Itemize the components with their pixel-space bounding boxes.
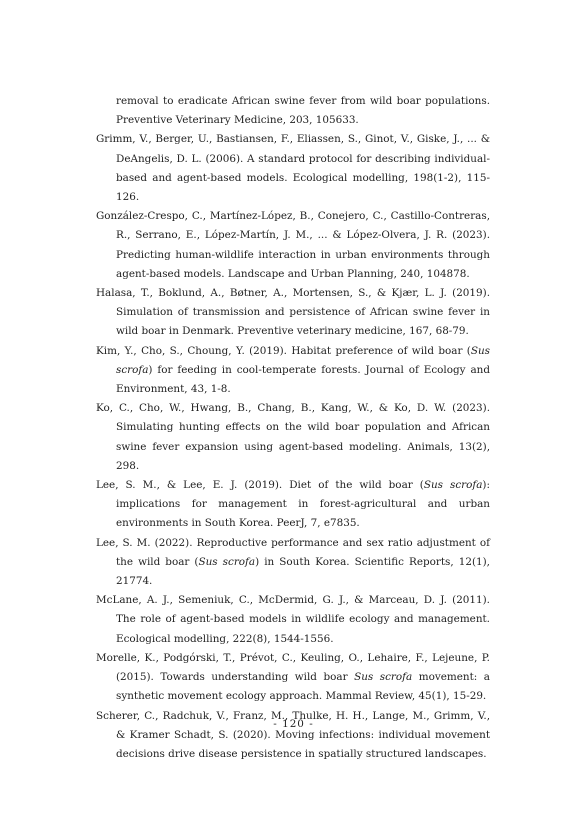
- reference-text: Scherer, C., Radchuk, V., Franz, M., Thulke, H. H., Lange, M., Grimm, V., & Kramer Schadt, S. (2020). Moving infections: individual movement decisions drive disease persistence in spatially structured landscapes.: [96, 709, 490, 760]
- reference-text: ) in South Korea. Scientific Reports, 12(1), 21774.: [116, 555, 490, 588]
- reference-entry-lee-2022: [96, 534, 490, 592]
- reference-text: removal to eradicate African swine fever from wild boar populations. Preventive Veterinary Medicine, 203, 105633.: [116, 95, 490, 127]
- reference-text: González-Crespo, C., Martínez-López, B., Conejero, C., Castillo-Contreras, R., Serrano, E., López-Martín, J. M., ... & López-Olvera, J. R. (2023). Predicting human-wildlife interaction in urban environments through agent-based models. Landscape and Urban Planning, 240, 104878.: [96, 210, 490, 280]
- reference-text: Lee, S. M., & Lee, E. J. (2019). Diet of the wild boar (: [96, 479, 424, 492]
- reference-list: [96, 92, 490, 764]
- species-name: Sus scrofa: [116, 344, 490, 376]
- reference-entry-halasa: [96, 284, 490, 342]
- reference-text: Grimm, V., Berger, U., Bastiansen, F., Eliassen, S., Ginot, V., Giske, J., ... & DeAngelis, D. L. (2006). A standard protocol for describing individual-based and agent-based models. Ecological modelling, 198(1-2), 115-126.: [96, 133, 490, 204]
- reference-text: Morelle, K., Podgórski, T., Prévot, C., Keuling, O., Lehaire, F., Lejeune, P. (2015). Towards understanding wild boar: [96, 651, 490, 684]
- page-number: - 120 -: [273, 718, 314, 730]
- reference-entry-continued: [96, 92, 490, 130]
- reference-text: McLane, A. J., Semeniuk, C., McDermid, G. J., & Marceau, D. J. (2011). The role of agent-based models in wildlife ecology and management. Ecological modelling, 222(8), 1544-1556.: [96, 594, 490, 645]
- reference-entry-mclane: [96, 591, 490, 649]
- reference-text: ): implications for management in forest-agricultural and urban environments in South Korea. PeerJ, 7, e7835.: [116, 479, 490, 530]
- reference-text: Kim, Y., Cho, S., Choung, Y. (2019). Habitat preference of wild boar (: [96, 344, 471, 357]
- reference-text: Ko, C., Cho, W., Hwang, B., Chang, B., Kang, W., & Ko, D. W. (2023). Simulating hunting effects on the wild boar population and African swine fever expansion using agent-based modeling. Animals, 13(2), 298.: [96, 402, 490, 472]
- species-name: Sus scrofa: [198, 555, 256, 568]
- reference-entry-gonzalez-crespo: [96, 207, 490, 284]
- reference-text: Halasa, T., Boklund, A., Bøtner, A., Mortensen, S., & Kjær, L. J. (2019). Simulation of transmission and persistence of African swine fever in wild boar in Denmark. Preventive veterinary medicine, 167, 68-79.: [96, 287, 490, 338]
- reference-entry-morelle: [96, 649, 490, 707]
- reference-entry-grimm: [96, 130, 490, 207]
- reference-text: Lee, S. M. (2022). Reproductive performance and sex ratio adjustment of the wild boar (: [96, 536, 490, 568]
- reference-text: ) for feeding in cool-temperate forests. Journal of Ecology and Environment, 43, 1-8.: [116, 363, 490, 396]
- reference-entry-ko: [96, 399, 490, 476]
- reference-entry-scherer: [96, 707, 490, 765]
- species-name: Sus scrofa: [354, 671, 413, 684]
- reference-entry-lee-2019: [96, 476, 490, 534]
- reference-entry-kim: [96, 342, 490, 400]
- reference-text: movement: a synthetic movement ecology approach. Mammal Review, 45(1), 15-29.: [116, 671, 490, 703]
- species-name: Sus scrofa: [423, 479, 483, 492]
